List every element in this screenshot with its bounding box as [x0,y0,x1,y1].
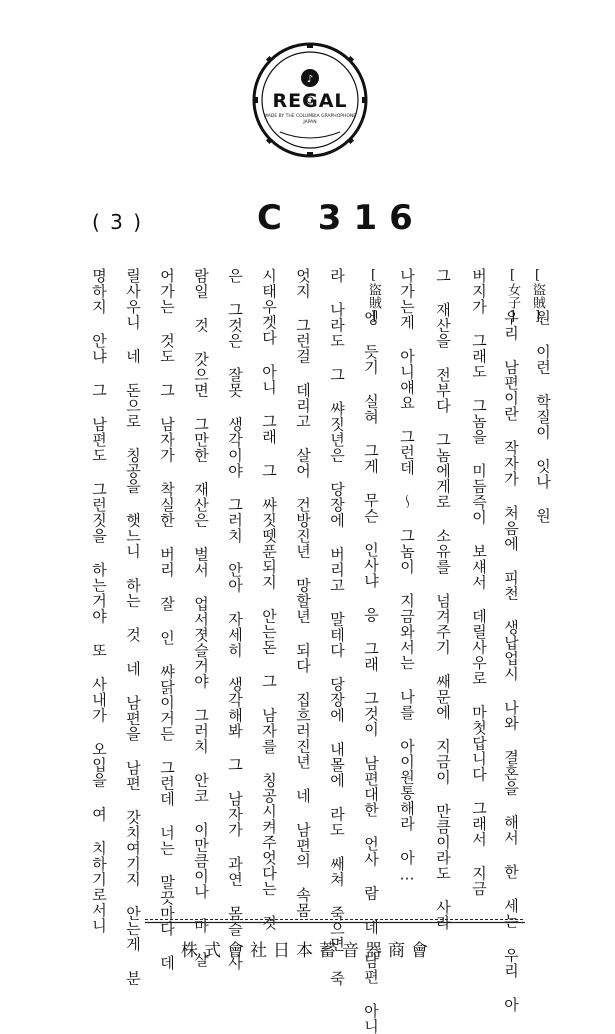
logo-fine-print: MADE BY THE COLUMBIA GRAPHOPHONE [263,114,357,119]
record-number: C 316 [257,198,425,238]
lyric-line: 은 그것은 잘못 생각이야 그러치 안아 자세히 생각해봐 그 남자가 과연 몸슬 사 [226,268,244,971]
lyric-line: 원 이런 학질이 잇나 원 [534,310,552,524]
lyric-line: 엇지 그런걸 데리고 살어 건방진년 망할년 되다 집흐러진년 네 남편의 속몸 [294,268,312,918]
lyric-line: 릴사우니 네 돈으로 칭공을 햇느니 하는 것 네 남편을 남편 갓치여기지 안는게 분 [124,268,142,986]
lyric-line: 그 재산을 전부다 그놈에게로 소유를 넘겨주기 쌔문에 지금이 만큼이라도 사라 [434,268,452,931]
regal-brand-text: REGAL [272,90,348,112]
lyric-line: 우리 남편이란 작자가 처음에 피천 생납업시 나와 결혼을 해서 한 세는 우리 아 [502,310,520,1013]
svg-text:♪: ♪ [306,74,314,85]
lyric-line: 라 나라도 그 쌰짓년은 당장에 버리고 말테다 당장에 내몰에 라도 쌔쳐 죽으면 죽 [328,268,346,986]
speaker-label-woman: [女子] [505,268,520,324]
publisher-footer: 株式會社日本蓄音器商會 [181,941,434,961]
lyric-line: 시태우겟다 아니 그래 그 쌰짓뗏푼되지 안는돈 그 남자를 칭공시켜주엇다는 것 [260,268,278,931]
divider-line [145,918,525,924]
regal-label-logo [250,40,370,160]
page-number: ( 3 ) [92,210,144,234]
logo-fine-print-country: JAPAN [303,120,317,125]
lyric-line: 어가는 것도 그 남자가 착실한 버리 잘 인 쌰닭이거든 그런데 너는 말끗마다 데 [158,268,176,971]
speaker-label-thief: [盜賊] [530,268,545,324]
lyric-line: 나가는게 아니얘요 그런데 ～ 그놈이 지금와서는 나를 아이원통해라 아… [398,268,416,884]
lyric-line: 람일 것 갓으면 그만한 재산은 벌서 업서졋슬거야 그러치 안코 이만큼이나 마 살 [192,268,210,968]
speaker-label-thief: [盜賊] [366,268,381,324]
lyric-line: 버지가 그래도 그놈을 미듬즉이 보섀서 데릴사우로 마첫답니다 그래서 지금 [470,268,488,897]
lyric-line: 엥 듯기 실혀 그게 무슨 인사냐 응 그래 그것이 남편대한 언사 람 네 남편 아니 [362,310,380,1034]
lyric-line: 명하지 안냐 그 남편도 그런짓을 하는거야 또 사내가 오입을 여 치하기로서니 [90,268,108,934]
